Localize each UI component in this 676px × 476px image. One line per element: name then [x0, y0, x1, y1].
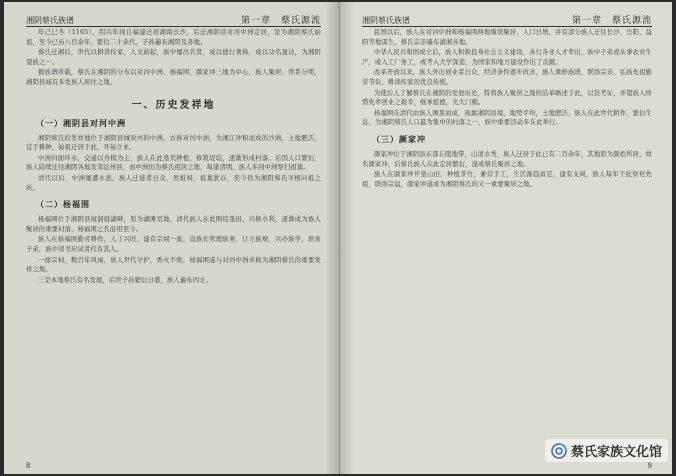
subsection-title: （三）颜家冲	[372, 133, 426, 144]
header-book-title: 湘阴蔡氏族谱	[362, 16, 410, 25]
paragraph: 中华人民共和国成立后，族人积极投身社会主义建设，各行各业人才辈出，族中子弟或从事农业生产，或入工厂务工，或考入大学深造，为国家和地方建设作出了贡献。	[362, 49, 652, 66]
paragraph: 据族谱所载，蔡氏在湘阴的分布以对河中洲、杨福围、颜家冲三地为中心，族人聚居，世系分明，湘阴县域有多处族人居住之地。	[26, 69, 321, 86]
paragraph: 清代以后，中洲屡遭水患，族人迁徙者日众，然祖祠、祖墓犹存，至今仍为湘阴蔡氏寻根问祖之所。	[26, 174, 321, 192]
page-number: 8	[26, 462, 31, 470]
spine-shadow	[340, 2, 354, 474]
book-spread	[4, 2, 672, 474]
header-chapter-title: 第一章 蔡氏源流	[571, 16, 652, 26]
paragraph: 湘阴蔡氏的发祥地位于湘阴县城对河的中洲，古称对河中洲，为湘江冲积而成的沙洲，土地肥沃，宜于耕种，始祖迁居于此，开基立业。	[26, 134, 321, 152]
subsection-title: （二）杨福围	[36, 199, 90, 210]
header-chapter-title: 第一章 蔡氏源流	[240, 16, 321, 26]
paragraph: 杨福围在清代由族人围垦而成，现属湘阴县境，地势平坦，土地肥沃，族人在此世代耕作，繁衍生息，为湘阴蔡氏人口最为集中的村落之一，族中重要活动多在此举行。	[362, 109, 652, 127]
paragraph: 改革开放以来，族人外出创业者日众，经济条件逐步改善，族人重修族谱，联络宗亲，弘扬先祖勤劳节俭、耕读传家的优良传统。	[362, 69, 652, 86]
section-title: 一、历史发祥地	[131, 99, 216, 111]
paragraph: 族人在颜家冲开垦山田，种植茶竹，兼营手工，生活渐趋富足，建有支祠，族人每年于此祭祀先祖，联络宗谊，颜家冲遂成为湘阴蔡氏的又一重要聚居之地。	[362, 171, 652, 188]
page-header	[26, 8, 321, 27]
paragraph: 族人在杨福围勤劳耕作，人丁兴旺，建有宗祠一座，设族长管理族务，订立族规，兴办族学，培育子弟，族中读书应试者代有其人。	[26, 236, 321, 253]
paragraph: 蔡氏迁湘后，世代以耕读传家，人文蔚起，族中屡出名贤，或以德行著称，或以功名显达，为湘阴望族之一。	[26, 49, 321, 66]
paragraph: 中洲四面环水，交通以舟楫为主，族人在此垦荒种植，修筑堤垸，逐渐形成村落。后因人口繁衍，族人陆续迁往湘阴各地及邻近州县，而中洲仍为蔡氏祖居之地，每逢清明，族人多回中洲祭扫祖墓。	[26, 154, 321, 172]
spine-shadow	[325, 2, 339, 474]
paragraph: 民国以后，族人在对河中洲和杨福围两地继续聚居，人口日增，并有部分族人迁往长沙、岳阳、益阳等地谋生，蔡氏宗亲遍布湖湘各地。	[362, 29, 652, 46]
header-book-title: 湘阴蔡氏族谱	[26, 16, 74, 25]
subsection-title: （一）湘阴县对河中洲	[36, 117, 126, 128]
paragraph: 一座宗祠，数百年风雨，族人世代守护，香火不绝，杨福围遂与对河中洲并称为湘阴蔡氏的重要发祥之地。	[26, 256, 321, 274]
page-header	[362, 8, 652, 27]
right-page	[340, 2, 672, 474]
paragraph: 三是本地蔡氏有名发展，后世子孙繁衍日盛，族人遍布四方。	[38, 276, 213, 284]
page-number: 9	[647, 462, 652, 470]
wechat-official-account-icon	[551, 443, 567, 459]
paragraph: 颜家冲位于湘阴县东部丘陵地带，山清水秀，族人迁居于此已有二百余年，其地原为颜姓所居，故名颜家冲，后蔡氏族人在此定居繁衍，遂成蔡氏聚居之地。	[362, 150, 652, 168]
watermark-text: 蔡氏家族文化馆	[570, 445, 662, 460]
wechat-watermark	[545, 439, 668, 462]
paragraph: 杨福围位于湘阴县境洞庭湖畔，原为湖滩荒地，清代族人在此围垸垦田，兴修水利，逐渐成为族人聚居的重要村落，杨福围之名沿用至今。	[26, 216, 321, 233]
left-page	[4, 2, 340, 474]
paragraph: 为使后人了解蔡氏在湘阴的发展历史，特将族人聚居之地的沿革略述于此，以资考证，并望族人珍惜先辈创业之艰辛，继承祖德，光大门楣。	[362, 89, 652, 107]
paragraph: 年己巳冬（1165），绍兴年间自福建迁居湖南长沙，后迁湘阴县对河中洲定居，是为湘阴蔡氏始祖，至今已历八百余年，繁衍二十余代，子孙遍布湘阴及各地。	[26, 29, 321, 46]
